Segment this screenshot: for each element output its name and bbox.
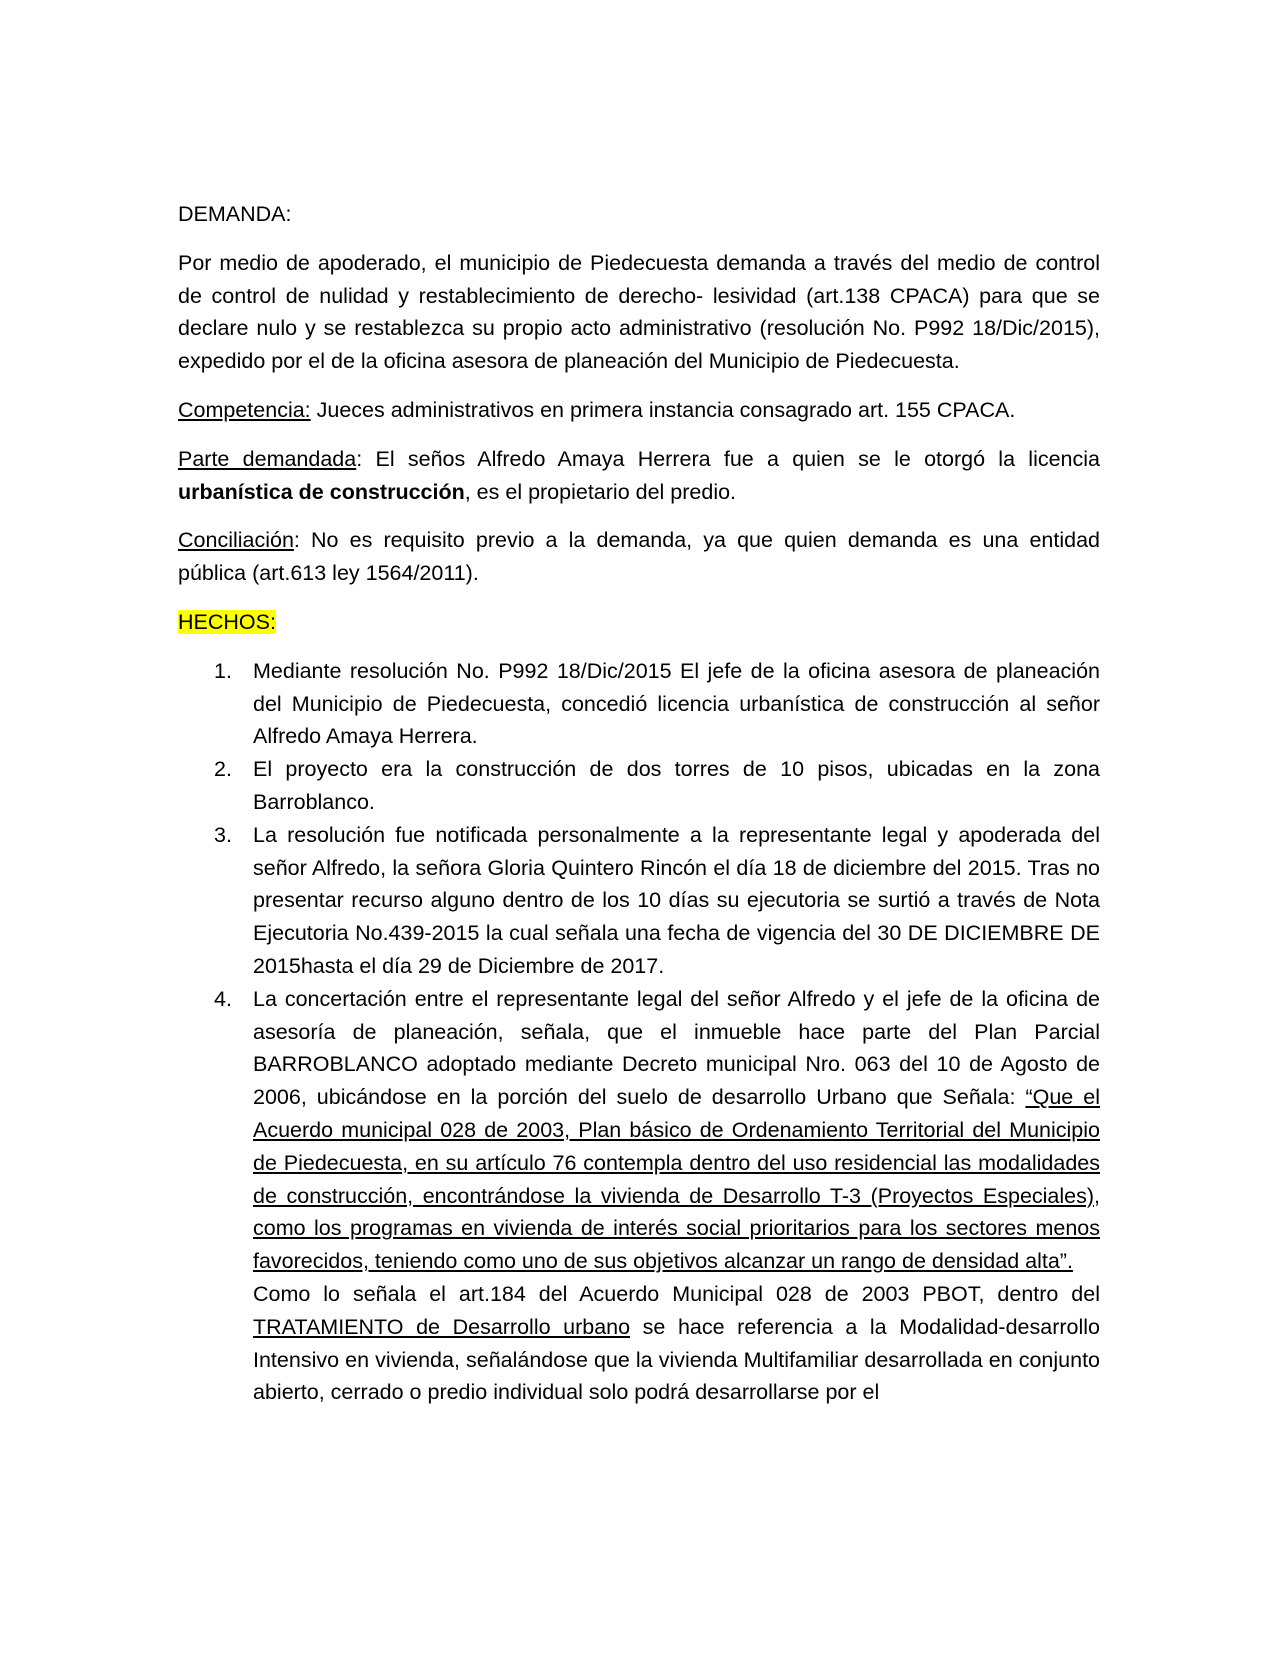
list-item [178,983,1100,1409]
competencia-text: Jueces administrativos en primera instancia consagrado art. 155 CPACA. [310,397,1016,422]
document-page [178,198,1100,1409]
parte-demandada-text-after: , es el propietario del predio. [464,479,737,504]
hechos-heading-line [178,606,1100,639]
list-item [178,753,1100,819]
competencia-paragraph [178,394,1100,427]
continuation-text: Como lo señala el art.184 del Acuerdo Municipal 028 de 2003 PBOT, dentro del [253,1281,1100,1306]
conciliacion-paragraph [178,524,1100,590]
quoted-acuerdo-text: “Que el Acuerdo municipal 028 de 2003, Plan básico de Ordenamiento Territorial del Municipio de Piedecuesta, en su artículo 76 contempla dentro del uso residencial las modalidades de construcción, encontrándose la vivienda de Desarrollo T-3 (Proyectos Especiales), como los programas en vivienda de interés social prioritarios para los sectores menos favorecidos, teniendo como uno de sus objetivos alcanzar un rango de densidad alta”. [253,1085,1100,1274]
list-item-number: 2. [214,757,232,782]
competencia-label: Competencia: [178,397,311,422]
parte-demandada-bold: urbanística de construcción [178,479,465,504]
parte-demandada-text: : El seños Alfredo Amaya Herrera fue a quien se le otorgó la licencia [356,446,1100,471]
continuation-underlined: TRATAMIENTO de Desarrollo urbano [253,1314,631,1339]
item-continuation [253,1278,1100,1409]
list-item [178,655,1100,753]
hechos-heading: HECHOS: [178,609,276,634]
parte-demandada-paragraph [178,443,1100,509]
demanda-heading: DEMANDA: [178,202,292,226]
list-item-text: El proyecto era la construcción de dos torres de 10 pisos, ubicadas en la zona Barroblanco. [253,757,1100,814]
hechos-list [178,655,1100,1409]
list-item [178,819,1100,983]
continuation-text-after: se hace referencia a la Modalidad-desarrollo Intensivo en vivienda, señalándose que la vivienda Multifamiliar desarrollada en conjunto abierto, cerrado o predio individual solo podrá desarrollarse por el [253,1314,1100,1405]
list-item-number: 3. [214,822,232,847]
conciliacion-label: Conciliación [178,528,294,553]
list-item-text: La concertación entre el representante legal del señor Alfredo y el jefe de la oficina de asesoría de planeación, señala, que el inmueble hace parte del Plan Parcial BARROBLANCO adoptado mediante Decreto municipal Nro. 063 del 10 de Agosto de 2006, ubicándose en la porción del suelo de desarrollo Urbano que Señala: [253,986,1100,1110]
list-item-number: 4. [214,986,232,1011]
conciliacion-text: : No es requisito previo a la demanda, ya que quien demanda es una entidad pública (art.613 ley 1564/2011). [178,528,1100,586]
list-item-number: 1. [214,658,232,683]
demanda-body: Por medio de apoderado, el municipio de Piedecuesta demanda a través del medio de control de control de nulidad y restablecimiento de derecho- lesividad (art.138 CPACA) para que se declare nulo y se restablezca su propio acto administrativo (resolución No. P992 18/Dic/2015), expedido por el de la oficina asesora de planeación del Municipio de Piedecuesta. [178,250,1100,374]
parte-demandada-label: Parte demandada [178,446,357,471]
list-item-text: La resolución fue notificada personalmente a la representante legal y apoderada del señor Alfredo, la señora Gloria Quintero Rincón el día 18 de diciembre del 2015. Tras no presentar recurso alguno dentro de los 10 días su ejecutoria se surtió a través de Nota Ejecutoria No.439-2015 la cual señala una fecha de vigencia del 30 DE DICIEMBRE DE 2015hasta el día 29 de Diciembre de 2017. [253,822,1100,978]
list-item-text: Mediante resolución No. P992 18/Dic/2015 El jefe de la oficina asesora de planeación del Municipio de Piedecuesta, concedió licencia urbanística de construcción al señor Alfredo Amaya Herrera. [253,658,1100,749]
